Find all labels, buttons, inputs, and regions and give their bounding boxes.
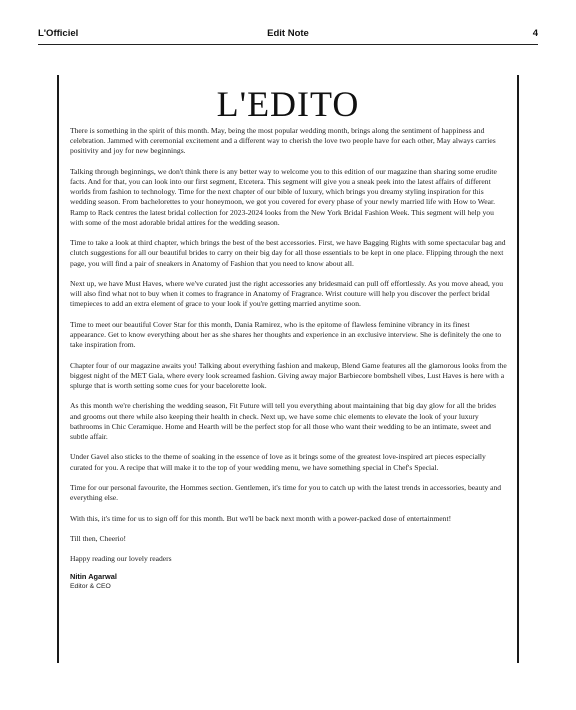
paragraph: Time to take a look at third chapter, which brings the best of the best accessories. First, we have Bagging Rights with some spectacular bag and clutch suggestions for all our beautiful brides to carry on their big day for all those essentials to be kept in one place. Flipping through the next page, you will find a pair of sneakers in Anatomy of Fashion that you need to know about all. (70, 238, 506, 268)
paragraph: As this month we're cherishing the wedding season, Fit Future will tell you everything about maintaining that big day glow for all the brides and grooms out there while also keeping their health in check. Next up, we have some chic elements to elevate the look of your luxury bathrooms in Chic Ceramique. Home and Hearth will be the perfect stop for all those who want their wedding to be an intimate, sweet and subtle affair. (70, 401, 497, 441)
paragraph: Next up, we have Must Haves, where we've curated just the right accessories any bridesmaid can pull off effortlessly. As you move ahead, you will also find what not to buy when it comes to fragrance in Anatomy of Fragrance. Wrist couture will help you discover the perfect bridal timepieces to add an extra element of grace to your look if you're getting married anytime soon. (70, 279, 504, 309)
signature-block (70, 572, 507, 591)
section-title: Edit Note (267, 28, 309, 39)
page-number: 4 (532, 28, 538, 39)
paragraph: Time to meet our beautiful Cover Star for this month, Dania Ramirez, who is the epitome of flawless feminine vibrancy in its finest appearance. Get to know everything about her as she shares her thoughts and experience in an exclusive interview. She is definitely the one to take inspiration from. (70, 319, 502, 350)
paragraph: Talking through beginnings, we don't think there is any better way to welcome you to this edition of our magazine than sharing some erudite facts. And for that, you can look into our first segment, Etcetera. This segment will give you a sneak peek into the latest affairs of different worlds from fashion to technology. Time for the next chapter of our bible of luxury, which brings you dreamy styling inspiration for this wedding season. From bachelorettes to your honeymoon, we got you covered for every phase of your newly married life with How to Wear. Ramp to Rack centres the latest bridal collection for 2023-2024 looks from the New York Bridal Fashion Week. This segment will help you with some of the most adorable bridal attires for the wedding season. (70, 166, 497, 227)
brand-name: L'Officiel (38, 28, 79, 39)
paragraph: Under Gavel also sticks to the theme of soaking in the essence of love as it brings some of the greatest love-inspired art pieces especially curated for you. A recipe that will make it to the top of your wedding menu, we have something special in Chef's Special. (70, 452, 486, 472)
paragraph: There is something in the spirit of this month. May, being the most popular wedding month, brings along the sentiment of happiness and celebration. Jammed with ceremonial excitement and a different way to cherish the love two people have for each other, May always carries positivity and joy for new beginnings. (70, 126, 496, 156)
paragraph: With this, it's time for us to sign off for this month. But we'll be back next month with a power-packed dose of entertainment! (70, 513, 452, 523)
header-divider (38, 44, 538, 45)
article-title: L'EDITO (216, 84, 360, 124)
paragraph: Time for our personal favourite, the Hommes section. Gentlemen, it's time for you to catch up with the latest trends in accessories, beauty and everything else. (70, 482, 502, 503)
signature-name: Nitin Agarwal (70, 571, 117, 581)
paragraph: Till then, Cheerio! (70, 533, 127, 543)
signature-role: Editor & CEO (70, 582, 111, 590)
paragraph: Happy reading our lovely readers (70, 554, 172, 564)
article-body (70, 126, 507, 591)
paragraph: Chapter four of our magazine awaits you! Talking about everything fashion and makeup, Blend Game features all the glamorous looks from the biggest night of the MET Gala, where every look screamed fashion. Giving away major Barbiecore bombshell vibes, Lust Haves is here with a splurge that is worth setting some cues for your bacelorette look. (70, 360, 507, 390)
